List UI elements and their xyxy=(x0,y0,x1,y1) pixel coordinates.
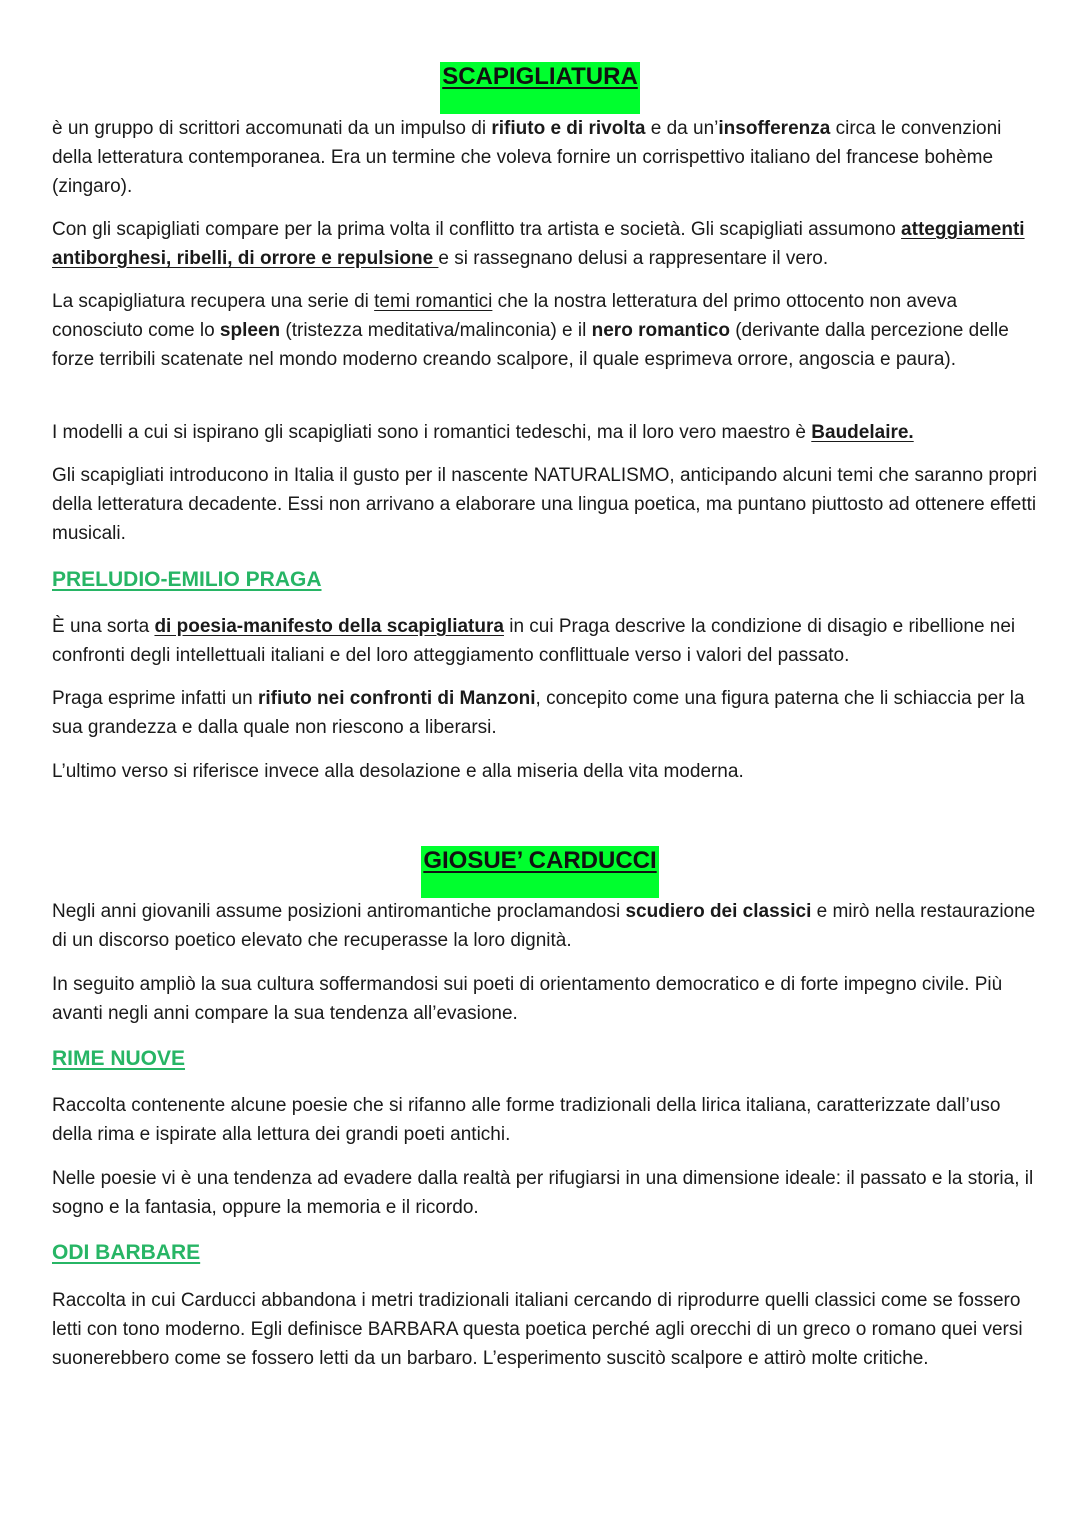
paragraph-scapigliatura-definition: è un gruppo di scrittori accomunati da un impulso di rifiuto e di rivolta e da un’insofferenza circa le convenzioni della letteratura contemporanea. Era un termine che voleva fornire un corrispettivo italiano del francese bohème (zingaro). xyxy=(52,118,1002,197)
section-title-scapigliatura: SCAPIGLIATURA xyxy=(440,62,640,114)
paragraph-preludio-manzoni: Praga esprime infatti un rifiuto nei confronti di Manzoni, concepito come una figura paterna che li schiaccia per la sua grandezza e dalla quale non riescono a liberarsi. xyxy=(52,688,1025,738)
title-wrap-carducci xyxy=(0,846,1080,898)
paragraph-scapigliatura-romantic-themes: La scapigliatura recupera una serie di temi romantici che la nostra letteratura del primo ottocento non aveva conosciuto come lo spleen (tristezza meditativa/malinconia) e il nero romantico (derivante dalla percezione delle forze terribili scatenate nel mondo moderno creando scalpore, il quale esprimeva orrore, angoscia e paura). xyxy=(52,291,1009,370)
paragraph-carducci-later: In seguito ampliò la sua cultura soffermandosi sui poeti di orientamento democratico e di forte impegno civile. Più avanti negli anni compare la sua tendenza all’evasione. xyxy=(52,974,1003,1024)
title-wrap-scapigliatura xyxy=(0,62,1080,114)
section-title-carducci: GIOSUE’ CARDUCCI xyxy=(421,846,658,898)
paragraph-rime-nuove-evasion: Nelle poesie vi è una tendenza ad evadere dalla realtà per rifugiarsi in una dimensione ideale: il passato e la storia, il sogno e la fantasia, oppure la memoria e il ricordo. xyxy=(52,1168,1034,1218)
subheading-rime-nuove: RIME NUOVE xyxy=(52,1047,186,1070)
paragraph-preludio-manifesto: È una sorta di poesia-manifesto della scapigliatura in cui Praga descrive la condizione di disagio e ribellione nei confronti degli intellettuali italiani e del loro atteggiamento conflittuale verso i valori del passato. xyxy=(52,616,1016,666)
subheading-preludio: PRELUDIO-EMILIO PRAGA xyxy=(52,568,322,591)
paragraph-scapigliatura-models: I modelli a cui si ispirano gli scapigliati sono i romantici tedeschi, ma il loro vero maestro è Baudelaire. xyxy=(52,422,914,443)
paragraph-rime-nuove-collection: Raccolta contenente alcune poesie che si rifanno alle forme tradizionali della lirica italiana, caratterizzate dall’uso della rima e ispirate alla lettura dei grandi poeti antichi. xyxy=(52,1095,1001,1145)
subheading-odi-barbare: ODI BARBARE xyxy=(52,1241,201,1264)
paragraph-preludio-last-verse: L’ultimo verso si riferisce invece alla desolazione e alla miseria della vita moderna. xyxy=(52,761,744,782)
paragraph-odi-barbare: Raccolta in cui Carducci abbandona i metri tradizionali italiani cercando di riprodurre quelli classici come se fossero letti con tono moderno. Egli definisce BARBARA questa poetica perché agli orecchi di un greco o romano quei versi suonerebbero come se fossero letti da un barbaro. L’esperimento suscitò scalpore e attirò molte critiche. xyxy=(52,1290,1023,1369)
paragraph-scapigliatura-conflict: Con gli scapigliati compare per la prima volta il conflitto tra artista e società. Gli scapigliati assumono atteggiamenti antiborghesi, ribelli, di orrore e repulsione e si rassegnano delusi a rappresentare il vero. xyxy=(52,219,1025,269)
paragraph-scapigliatura-naturalismo: Gli scapigliati introducono in Italia il gusto per il nascente NATURALISMO, anticipando alcuni temi che saranno propri della letteratura decadente. Essi non arrivano a elaborare una lingua poetica, ma puntano piuttosto ad ottenere effetti musicali. xyxy=(52,465,1037,544)
paragraph-carducci-early-years: Negli anni giovanili assume posizioni antiromantiche proclamandosi scudiero dei classici e mirò nella restaurazione di un discorso poetico elevato che recuperasse la loro dignità. xyxy=(52,901,1036,951)
